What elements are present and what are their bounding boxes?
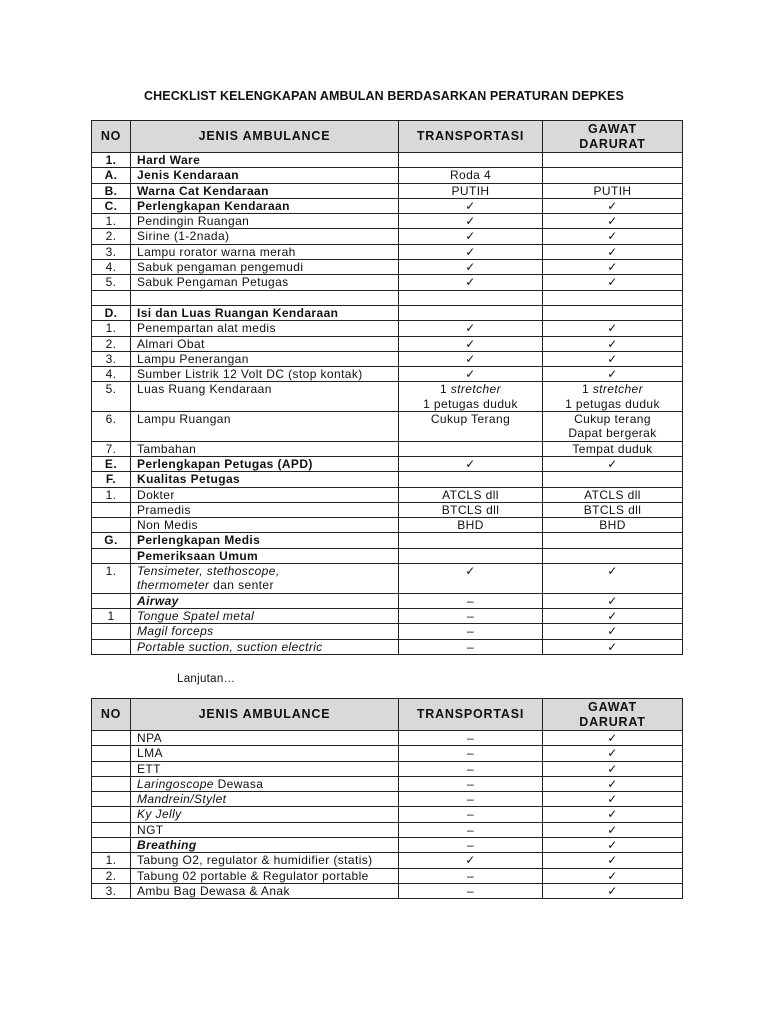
table-row: 1. Penempartan alat medis ✓ ✓ (92, 321, 683, 336)
checklist-table-2 (91, 698, 683, 899)
check-icon: ✓ (543, 761, 683, 776)
table-row: 3. Lampu rorator warna merah ✓ ✓ (92, 244, 683, 259)
table-row: B. Warna Cat Kendaraan PUTIH PUTIH (92, 183, 683, 198)
check-icon: ✓ (543, 275, 683, 290)
table-row: G. Perlengkapan Medis (92, 533, 683, 548)
check-icon: ✓ (399, 229, 543, 244)
check-icon: ✓ (543, 868, 683, 883)
check-icon: ✓ (399, 260, 543, 275)
check-icon: ✓ (399, 198, 543, 213)
check-icon: ✓ (543, 351, 683, 366)
table-row: 1. Dokter ATCLS dll ATCLS dll (92, 487, 683, 502)
check-icon: ✓ (543, 807, 683, 822)
document-title: CHECKLIST KELENGKAPAN AMBULAN BERDASARKAN PERATURAN DEPKES (144, 89, 624, 103)
table-row: 1. Tabung O2, regulator & humidifier (statis) ✓ ✓ (92, 853, 683, 868)
table-row: A. Jenis Kendaraan Roda 4 (92, 168, 683, 183)
check-icon: ✓ (543, 731, 683, 746)
check-icon: ✓ (543, 260, 683, 275)
check-icon: ✓ (543, 198, 683, 213)
check-icon: ✓ (399, 214, 543, 229)
table-row: Non Medis BHD BHD (92, 518, 683, 533)
table-row: Portable suction, suction electric – ✓ (92, 639, 683, 654)
table-row: D. Isi dan Luas Ruangan Kendaraan (92, 305, 683, 320)
header-gawat-darurat: GAWAT DARURAT (543, 121, 683, 153)
check-icon: ✓ (543, 593, 683, 608)
table-row: 1. Pendingin Ruangan ✓ ✓ (92, 214, 683, 229)
check-icon: ✓ (399, 853, 543, 868)
table-row: Airway – ✓ (92, 593, 683, 608)
header-gawat-darurat: GAWAT DARURAT (543, 699, 683, 731)
table-row-empty (92, 290, 683, 305)
table-row: C. Perlengkapan Kendaraan ✓ ✓ (92, 198, 683, 213)
table-header-row (92, 121, 683, 153)
table-row: Mandrein/Stylet – ✓ (92, 792, 683, 807)
table-row: E. Perlengkapan Petugas (APD) ✓ ✓ (92, 456, 683, 471)
check-icon: ✓ (399, 321, 543, 336)
table-row: 1. Tensimeter, stethoscope, thermometer dan senter ✓ ✓ (92, 564, 683, 594)
check-icon: ✓ (543, 564, 683, 594)
header-transportasi: TRANSPORTASI (399, 121, 543, 153)
table-row: NPA – ✓ (92, 731, 683, 746)
table-row: 7. Tambahan Tempat duduk (92, 441, 683, 456)
checklist-table-1 (91, 120, 683, 655)
check-icon: ✓ (399, 336, 543, 351)
check-icon: ✓ (543, 456, 683, 471)
table-row: 2. Tabung 02 portable & Regulator portable – ✓ (92, 868, 683, 883)
header-no: NO (92, 699, 131, 731)
table-row: Magil forceps – ✓ (92, 624, 683, 639)
check-icon: ✓ (543, 746, 683, 761)
check-icon: ✓ (399, 367, 543, 382)
check-icon: ✓ (543, 639, 683, 654)
check-icon: ✓ (543, 608, 683, 623)
table-row: Breathing – ✓ (92, 838, 683, 853)
check-icon: ✓ (543, 853, 683, 868)
check-icon: ✓ (543, 883, 683, 898)
check-icon: ✓ (543, 624, 683, 639)
table-row: 3. Ambu Bag Dewasa & Anak – ✓ (92, 883, 683, 898)
table-row: ETT – ✓ (92, 761, 683, 776)
table-row: 5. Luas Ruang Kendaraan 1 stretcher 1 petugas duduk 1 stretcher 1 petugas duduk (92, 382, 683, 412)
table-row: 3. Lampu Penerangan ✓ ✓ (92, 351, 683, 366)
table-row: 2. Almari Obat ✓ ✓ (92, 336, 683, 351)
check-icon: ✓ (543, 336, 683, 351)
table-row: Pemeriksaan Umum (92, 548, 683, 563)
check-icon: ✓ (543, 838, 683, 853)
table-row: LMA – ✓ (92, 746, 683, 761)
check-icon: ✓ (543, 822, 683, 837)
check-icon: ✓ (399, 456, 543, 471)
table-row: 1. Hard Ware (92, 153, 683, 168)
table-row: 5. Sabuk Pengaman Petugas ✓ ✓ (92, 275, 683, 290)
table-row: NGT – ✓ (92, 822, 683, 837)
check-icon: ✓ (399, 275, 543, 290)
table-row: Pramedis BTCLS dll BTCLS dll (92, 502, 683, 517)
table-row: 4. Sabuk pengaman pengemudi ✓ ✓ (92, 260, 683, 275)
check-icon: ✓ (543, 229, 683, 244)
check-icon: ✓ (543, 244, 683, 259)
table-row: 1 Tongue Spatel metal – ✓ (92, 608, 683, 623)
table-row: 6. Lampu Ruangan Cukup Terang Cukup terang Dapat bergerak (92, 412, 683, 442)
header-jenis-ambulance: JENIS AMBULANCE (131, 121, 399, 153)
header-transportasi: TRANSPORTASI (399, 699, 543, 731)
check-icon: ✓ (399, 564, 543, 594)
check-icon: ✓ (543, 792, 683, 807)
table-row: 2. Sirine (1-2nada) ✓ ✓ (92, 229, 683, 244)
check-icon: ✓ (543, 367, 683, 382)
table-row: 4. Sumber Listrik 12 Volt DC (stop kontak) ✓ ✓ (92, 367, 683, 382)
table-row: Laringoscope Dewasa – ✓ (92, 776, 683, 791)
check-icon: ✓ (543, 321, 683, 336)
table-row: Ky Jelly – ✓ (92, 807, 683, 822)
check-icon: ✓ (543, 214, 683, 229)
check-icon: ✓ (543, 776, 683, 791)
check-icon: ✓ (399, 244, 543, 259)
check-icon: ✓ (399, 351, 543, 366)
table-header-row (92, 699, 683, 731)
header-no: NO (92, 121, 131, 153)
table-row: F. Kualitas Petugas (92, 472, 683, 487)
continued-note: Lanjutan… (177, 673, 236, 685)
header-jenis-ambulance: JENIS AMBULANCE (131, 699, 399, 731)
